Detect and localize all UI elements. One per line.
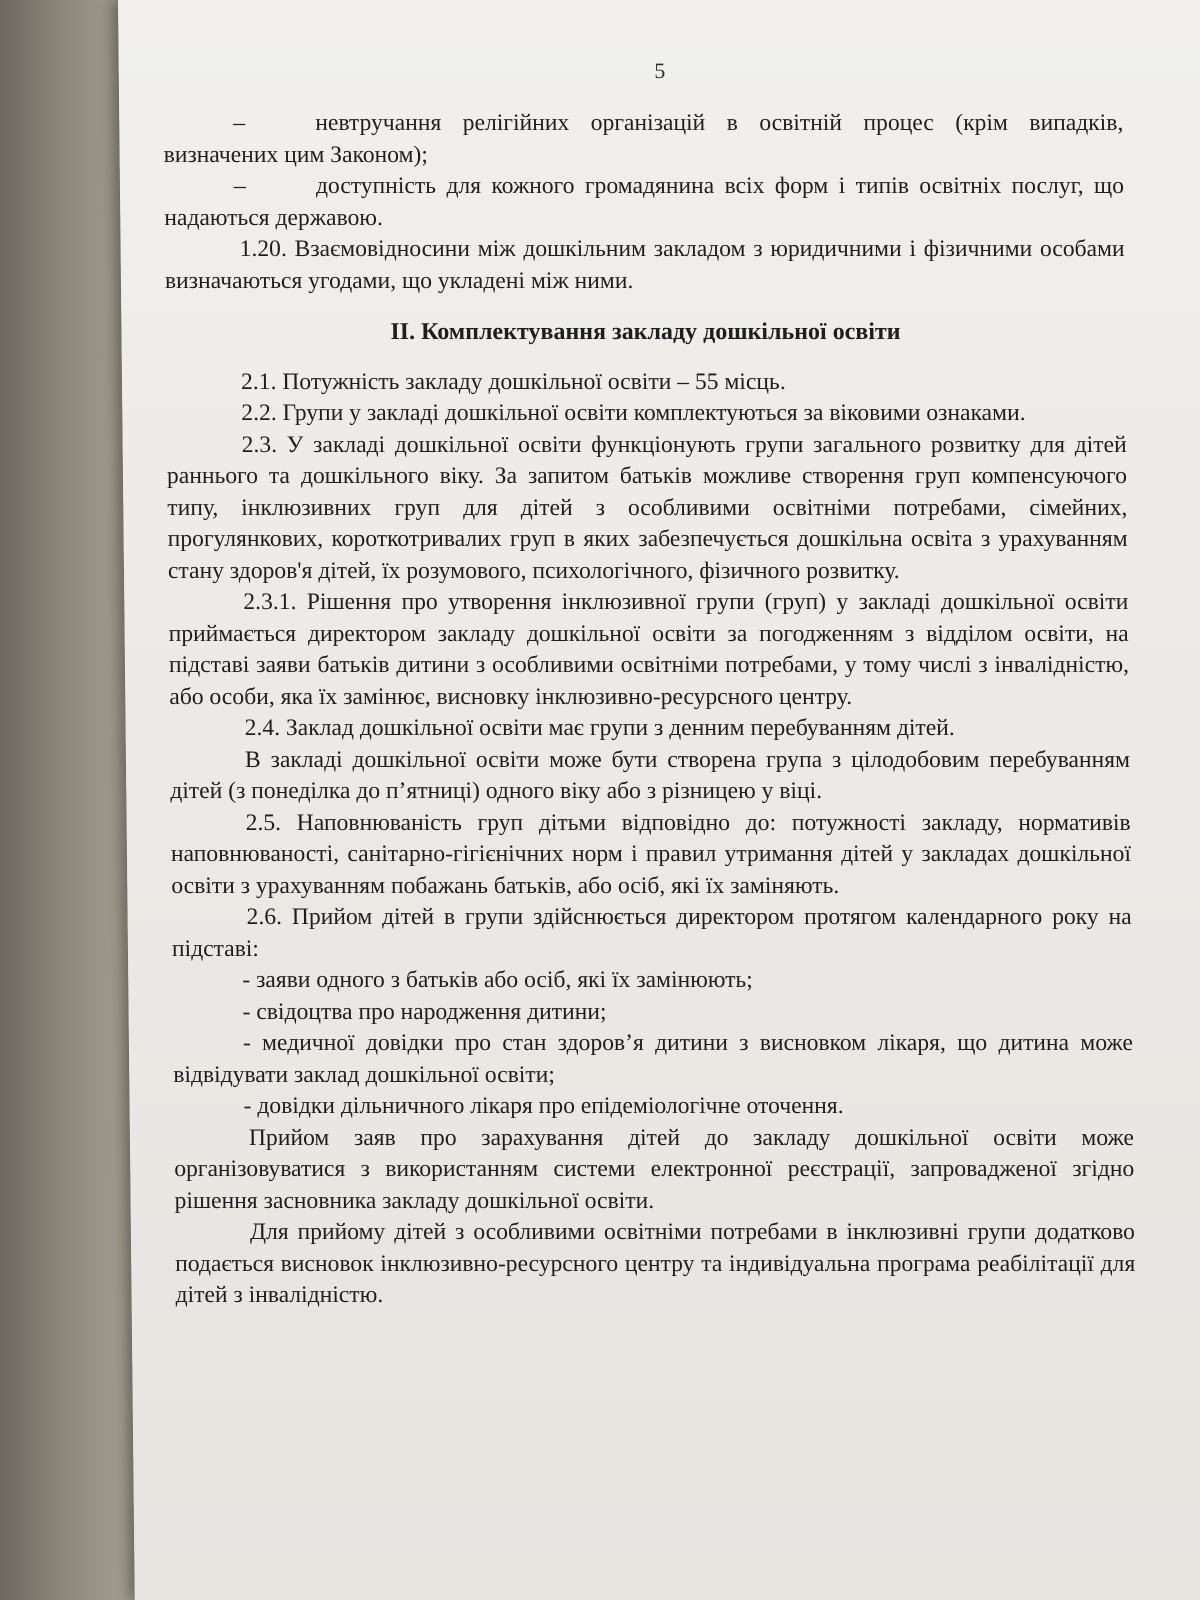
list-item: - довідки дільничного лікаря про епідеміологічне оточення. <box>243 1093 844 1119</box>
paragraph <box>163 108 1124 171</box>
paragraph-2-3: 2.3. У закладі дошкільної освіти функціонують групи загального розвитку для дітей раннього та дошкільного віку. За запитом батьків можливе створення груп компенсуючого типу, інклюзивних груп для дітей з особливими освітніми потребами, сімейних, прогулянкових, короткотривалих груп в яких забезпечується дошкільна освіта з урахуванням стану здоров'я дітей, їх розумового, психологічного, фізичного розвитку. <box>166 431 1128 584</box>
dash-marker: – <box>233 110 246 136</box>
paragraph-text: доступність для кожного громадянина всіх форм і типів освітніх послуг, що надаються державою. <box>164 173 1125 231</box>
document-page <box>118 0 1200 1600</box>
paragraph-2-6: 2.6. Прийом дітей в групи здійснюється директором протягом календарного року на підставі: <box>171 904 1132 962</box>
list-item: - медичної довідки про стан здоров’я дитини з висновком лікаря, що дитина може відвідувати заклад дошкільної освіти; <box>173 1030 1134 1088</box>
document-body <box>163 108 1136 1312</box>
paragraph-2-3-1: 2.3.1. Рішення про утворення інклюзивної групи (груп) у закладі дошкільної освіти приймається директором закладу дошкільної освіти за погодженням з відділом освіти, на підставі заяви батьків дитини з особливими освітніми потребами, у тому числі з інвалідністю, або особи, яка їх замінює, висновку інклюзивно-ресурсного центру. <box>168 589 1130 710</box>
paragraph-1-20: 1.20. Взаємовідносини між дошкільним закладом з юридичними і фізичними особами визначаються угодами, що укладені між ними. <box>164 236 1125 294</box>
paragraph-2-4: 2.4. Заклад дошкільної освіти має групи з денним перебуванням дітей. <box>244 715 955 741</box>
list-item: - заяви одного з батьків або осіб, які їх замінюють; <box>242 967 753 993</box>
page-number: 5 <box>654 58 666 83</box>
paragraph-2-5: 2.5. Наповнюваність груп дітьми відповідно до: потужності закладу, нормативів наповнюваності, санітарно-гігієнічних норм і правил утримання дітей у закладах дошкільної освіти з урахуванням побажань батьків, або осіб, які їх заміняють. <box>170 809 1132 899</box>
paragraph-2-1: 2.1. Потужність закладу дошкільної освіти – 55 місць. <box>240 368 786 395</box>
paragraph-electronic-registration: Прийом заяв про зарахування дітей до закладу дошкільної освіти може організовуватися з використанням системи електронної реєстрації, запровадженої згідно рішення засновника закладу дошкільної освіти. <box>174 1124 1135 1214</box>
paragraph-2-2: 2.2. Групи у закладі дошкільної освіти комплектуються за віковими ознаками. <box>241 400 1026 426</box>
dash-marker: – <box>233 173 246 199</box>
list-item: - свідоцтва про народження дитини; <box>242 998 607 1025</box>
paragraph-2-4-cont: В закладі дошкільної освіти може бути створена група з цілодобовим перебуванням дітей (з понеділка до п’ятниці) одного віку або з різницею у віці. <box>170 746 1131 804</box>
paragraph <box>164 171 1125 234</box>
paragraph-text: невтручання релігійних організацій в освітній процес (крім випадків, визначених цим Законом); <box>163 110 1124 168</box>
section-heading: ІІ. Комплектування закладу дошкільної освіти <box>390 319 901 345</box>
paragraph-inclusive-groups: Для прийому дітей з особливими освітніми потребами в інклюзивні групи додатково подається висновок інклюзивно-ресурсного центру та індивідуальна програма реабілітації для дітей з інвалідністю. <box>175 1219 1136 1308</box>
